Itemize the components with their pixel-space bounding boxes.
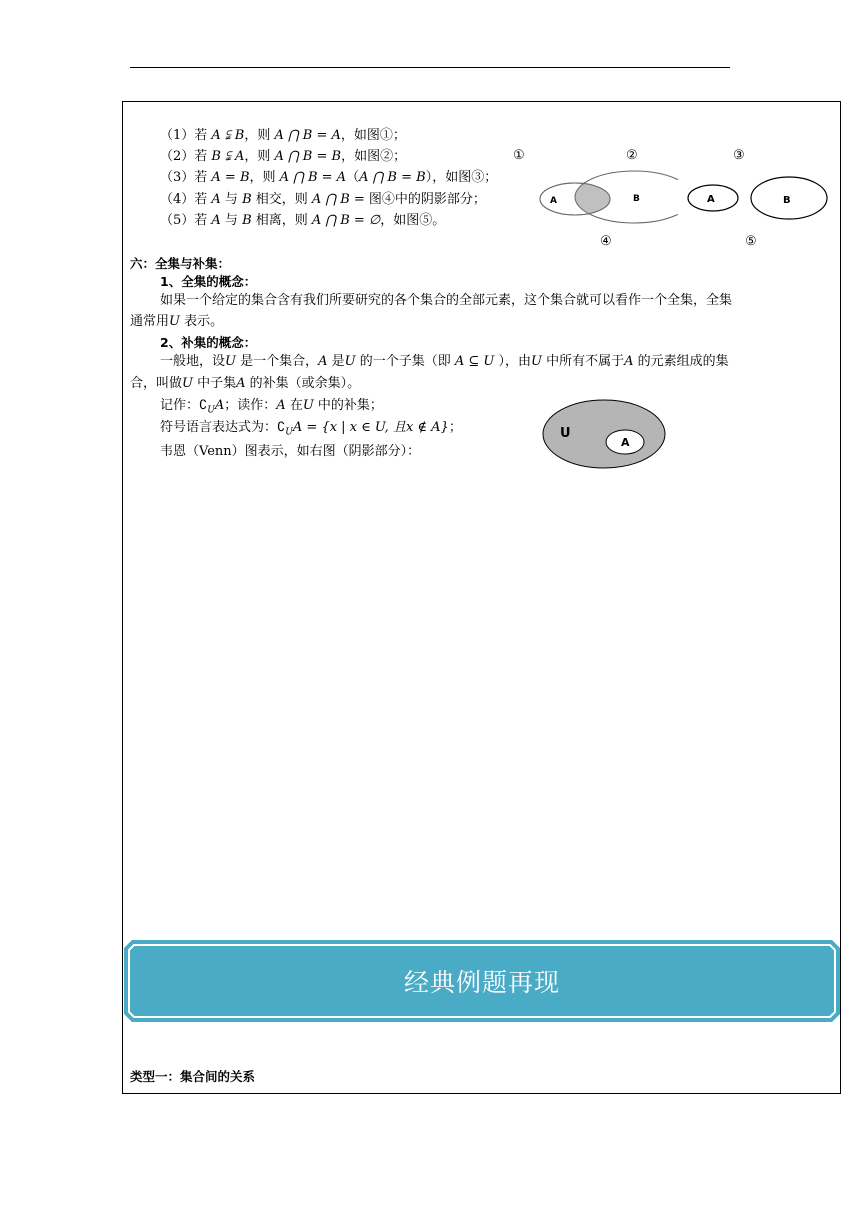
venn-intersect-diagram (538, 170, 678, 226)
type-one-heading: 类型一：集合间的关系 (130, 1069, 256, 1084)
case-line-4: （4）若 A 与 B 相交，则 A ⋂ B = 图④中的阴影部分； (160, 192, 486, 207)
complement-venn-diagram (540, 397, 670, 471)
case-line-1: （1）若 A ⫋ B，则 A ⋂ B = A，如图①； (160, 128, 406, 143)
banner-title: 经典例题再现 (403, 968, 560, 997)
header-rule (130, 67, 730, 68)
universal-set-para-2: 通常用U 表示。 (130, 314, 224, 329)
case-line-2: （2）若 B ⫋ A，则 A ⋂ B = B，如图②； (160, 149, 407, 164)
section-banner (124, 940, 840, 1022)
venn-intersection-shade (575, 171, 678, 223)
figure-number-2: ② (626, 148, 638, 163)
venn-note-line: 韦恩（Venn）图表示，如右图（阴影部分）： (160, 444, 421, 459)
subheading-complement: 2、补集的概念： (160, 335, 257, 350)
notation-line: 记作：$∁_UA$；读作：A 在U 中的补集； (160, 398, 383, 416)
case-line-3: （3）若 A = B，则 A ⋂ B = A（A ⋂ B = B），如图③； (160, 170, 498, 185)
figure-number-1: ① (513, 148, 525, 163)
venn-label-b: B (633, 194, 640, 204)
venn-disjoint-diagram (686, 176, 832, 224)
universal-set-para-1: 如果一个给定的集合含有我们所要研究的各个集合的全部元素，这个集合就可以看作一个全集，全集 (160, 293, 733, 308)
figure-number-3: ③ (733, 148, 745, 163)
venn-label-subset-a: A (621, 436, 630, 449)
complement-para-1: 一般地，设U 是一个集合，A 是U 的一个子集（即 A ⊆ U ），由U 中所有不属于A 的元素组成的集 (160, 354, 729, 369)
section-heading: 六：全集与补集： (130, 256, 231, 271)
venn-disjoint-label-a: A (707, 194, 715, 205)
venn-disjoint-label-b: B (783, 195, 791, 206)
case-line-5: （5）若 A 与 B 相离，则 A ⋂ B = ∅，如图⑤。 (160, 213, 446, 228)
figure-number-4: ④ (600, 234, 612, 249)
figure-number-5: ⑤ (745, 234, 757, 249)
venn-label-u: U (560, 426, 571, 441)
venn-label-a: A (550, 196, 557, 206)
symbol-expression-line: 符号语言表达式为：$∁_UA = \{x$ | x ∈ U, 且x ∉ A}； (160, 420, 462, 438)
subheading-universal-set: 1、全集的概念： (160, 274, 257, 289)
complement-para-2: 合，叫做U 中子集A 的补集（或余集）。 (130, 376, 361, 391)
